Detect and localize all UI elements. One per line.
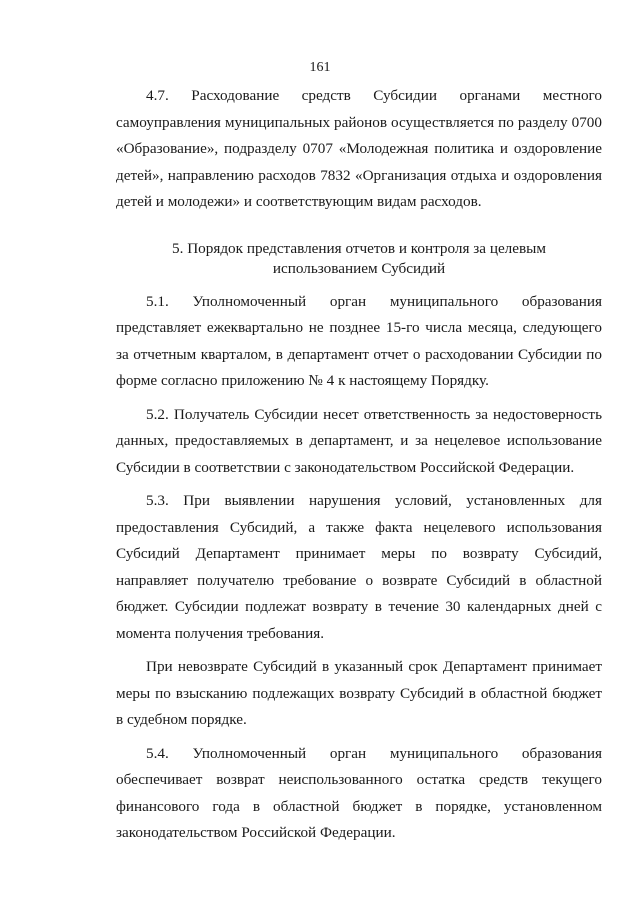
page-number: 161 xyxy=(309,60,331,75)
section-heading xyxy=(116,239,602,279)
document-body xyxy=(116,83,602,847)
paragraph-5-3-continued: При невозврате Субсидий в указанный срок Департамент принимает меры по взысканию подлежащих возврату Субсидий в областной бюджет в судебном порядке. xyxy=(116,658,602,728)
paragraph-4-7: 4.7. Расходование средств Субсидии органами местного самоуправления муниципальных районов осуществляется по разделу 0700 «Образование», подразделу 0707 «Молодежная политика и оздоровление детей», направлению расходов 7832 «Организация отдыха и оздоровления детей и молодежи» и соответствующим видам расходов. xyxy=(116,87,602,210)
section-heading-line-2: использованием Субсидий xyxy=(272,259,446,277)
paragraph-5-3: 5.3. При выявлении нарушения условий, установленных для предоставления Субсидий, а также факта нецелевого использования Субсидий Департамент принимает меры по возврату Субсидий, направляет получателю требование о возврате Субсидий в областной бюджет. Субсидии подлежат возврату в течение 30 календарных дней с момента получения требования. xyxy=(116,492,602,642)
section-heading-line-1: 5. Порядок представления отчетов и контроля за целевым xyxy=(172,239,546,257)
paragraph-5-4: 5.4. Уполномоченный орган муниципального образования обеспечивает возврат неиспользованного остатка средств текущего финансового года в областной бюджет в порядке, установленном законодательством Российской Федерации. xyxy=(116,744,602,841)
paragraph-5-1: 5.1. Уполномоченный орган муниципального образования представляет ежеквартально не позднее 15-го числа месяца, следующего за отчетным кварталом, в департамент отчет о расходовании Субсидии по форме согласно приложению № 4 к настоящему Порядку. xyxy=(116,292,602,389)
paragraph-5-2: 5.2. Получатель Субсидии несет ответственность за недостоверность данных, предоставляемых в департамент, и за нецелевое использование Субсидии в соответствии с законодательством Российской Федерации. xyxy=(116,405,602,476)
